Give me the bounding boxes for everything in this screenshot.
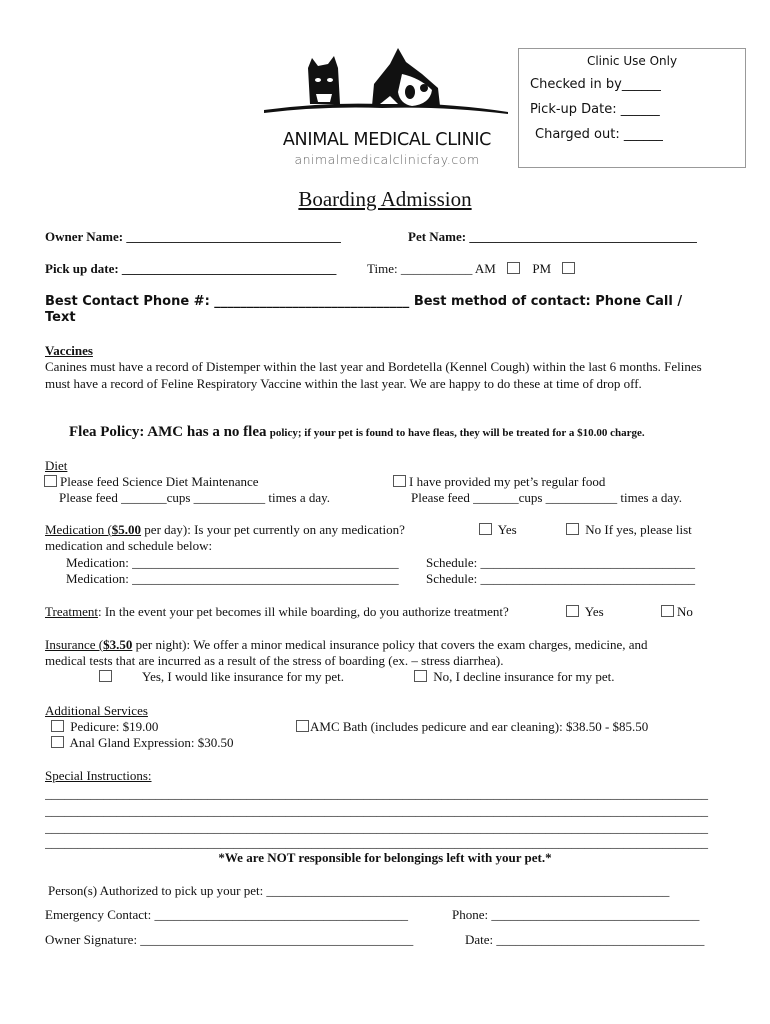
treatment-heading: Treatment [45, 604, 98, 619]
cat-dog-logo-icon [262, 44, 512, 124]
medication-heading: Medication ($5.00 [45, 522, 142, 537]
date-field[interactable]: Date: ________________________________ [465, 932, 705, 947]
clinic-website: animalmedicalclinicfay.com [294, 152, 480, 167]
medication-question [45, 522, 405, 538]
pickup-date-input[interactable]: Pick up date: _________________________________ [45, 261, 337, 276]
best-contact-field[interactable]: Best Contact Phone #: ______________________________ Best method of contact: Phone Call / [45, 294, 683, 309]
pet-name-field[interactable]: Pet Name: ___________________________________ [408, 229, 697, 244]
diet-heading: Diet [45, 458, 68, 473]
owner-name-field[interactable]: Owner Name: _________________________________ [45, 229, 341, 244]
best-contact-line2: Text [45, 310, 76, 325]
treatment-question [45, 604, 509, 620]
own-food-feed[interactable]: Please feed _______cups ___________ times a day. [411, 490, 683, 505]
schedule-2-field[interactable]: Schedule: _________________________________ [426, 571, 696, 586]
clinic-logo [262, 44, 512, 124]
medication-yes-label: Yes [497, 522, 517, 537]
medication-question-text: per day): Is your pet currently on any medication? [141, 522, 405, 537]
pedicure-checkbox[interactable] [51, 720, 64, 732]
checked-in-field[interactable]: Checked in by______ [530, 77, 661, 92]
medication-2-field[interactable]: Medication: _________________________________________ [66, 571, 399, 586]
special-line-4[interactable]: ______________________________________________________________________________________________________ [45, 835, 708, 850]
anal-gland-option[interactable] [48, 735, 233, 751]
time-label: Time: ___________ AM [367, 261, 496, 276]
bath-option[interactable] [296, 719, 648, 735]
insurance-line1 [45, 637, 648, 653]
authorized-pickup-field[interactable]: Person(s) Authorized to pick up your pet: ______________________________________________________________ [48, 883, 670, 898]
insurance-text: per night): We offer a minor medical insurance policy that covers the exam charges, medicine, and [132, 637, 648, 652]
insurance-decline[interactable] [411, 669, 614, 685]
clinic-use-title: Clinic Use Only [586, 54, 678, 68]
insurance-accept[interactable] [96, 669, 344, 685]
special-line-2[interactable]: ______________________________________________________________________________________________________ [45, 803, 708, 818]
pm-label: PM [532, 261, 552, 276]
treatment-no-checkbox[interactable] [661, 605, 674, 617]
flea-policy [69, 424, 645, 441]
phone-field[interactable]: Phone: ________________________________ [452, 907, 700, 922]
emergency-contact-field[interactable]: Emergency Contact: _______________________________________ [45, 907, 409, 922]
insurance-accept-checkbox[interactable] [99, 670, 112, 682]
vaccines-heading: Vaccines [45, 343, 93, 358]
own-food-checkbox[interactable] [393, 475, 406, 487]
diet-option-science[interactable] [41, 474, 259, 490]
special-instructions-heading: Special Instructions: [45, 768, 152, 783]
belongings-notice: *We are NOT responsible for belongings left with your pet.* [218, 850, 552, 865]
medication-yes[interactable] [476, 522, 517, 538]
treatment-yes[interactable] [563, 604, 604, 620]
insurance-heading: Insurance ($3.50 [45, 637, 133, 652]
clinic-name: ANIMAL MEDICAL CLINIC [282, 130, 492, 150]
time-field[interactable] [367, 261, 578, 277]
anal-gland-checkbox[interactable] [51, 736, 64, 748]
science-diet-checkbox[interactable] [44, 475, 57, 487]
services-heading: Additional Services [45, 703, 148, 718]
medication-no-label: No If yes, please list [585, 522, 692, 537]
vaccines-text: Canines must have a record of Distemper within the last year and Bordetella (Kennel Cough) within the last 6 months. Felines must have a record of Feline Respiratory Vaccine within the last year. We are happy to do these at time of drop off. [45, 359, 702, 391]
insurance-decline-label: No, I decline insurance for my pet. [433, 669, 615, 684]
medication-1-field[interactable]: Medication: _________________________________________ [66, 555, 399, 570]
owner-signature-field[interactable]: Owner Signature: __________________________________________ [45, 932, 414, 947]
special-line-1[interactable]: ______________________________________________________________________________________________________ [45, 786, 708, 801]
schedule-1-field[interactable]: Schedule: _________________________________ [426, 555, 696, 570]
treatment-question-text: : In the event your pet becomes ill while boarding, do you authorize treatment? [97, 604, 509, 619]
pedicure-option[interactable] [48, 719, 158, 735]
medication-no-checkbox[interactable] [566, 523, 579, 535]
insurance-line2: medical tests that are incurred as a result of the stress of boarding (ex. – stress diarrhea). [45, 653, 504, 668]
science-diet-feed[interactable]: Please feed _______cups ___________ times a day. [59, 490, 331, 505]
am-checkbox[interactable] [507, 262, 520, 274]
treatment-yes-checkbox[interactable] [566, 605, 579, 617]
clinic-use-box [518, 48, 746, 168]
flea-policy-small: policy; if your pet is found to have fleas, they will be treated for a $10.00 charge. [269, 427, 645, 439]
bath-checkbox[interactable] [296, 720, 309, 732]
special-line-3[interactable]: ______________________________________________________________________________________________________ [45, 820, 708, 835]
flea-policy-large: Flea Policy: AMC has a no flea [69, 424, 267, 440]
medication-yes-checkbox[interactable] [479, 523, 492, 535]
charged-out-field[interactable]: Charged out: ______ [535, 127, 663, 142]
form-title: Boarding Admission [298, 187, 472, 211]
insurance-decline-checkbox[interactable] [414, 670, 427, 682]
medication-no[interactable] [563, 522, 692, 538]
anal-gland-label: Anal Gland Expression: $30.50 [69, 735, 234, 750]
insurance-accept-label: Yes, I would like insurance for my pet. [142, 669, 344, 684]
pickup-date-field[interactable]: Pick-up Date: ______ [530, 102, 660, 117]
treatment-no[interactable] [658, 604, 693, 620]
diet-option-own[interactable] [390, 474, 605, 490]
bath-label: AMC Bath (includes pedicure and ear cleaning): $38.50 - $85.50 [310, 719, 649, 734]
science-diet-label: Please feed Science Diet Maintenance [60, 474, 259, 489]
treatment-no-label: No [677, 604, 693, 619]
medication-line2: medication and schedule below: [45, 538, 213, 553]
pm-checkbox[interactable] [562, 262, 575, 274]
treatment-yes-label: Yes [584, 604, 604, 619]
pedicure-label: Pedicure: $19.00 [70, 719, 159, 734]
own-food-label: I have provided my pet’s regular food [409, 474, 606, 489]
